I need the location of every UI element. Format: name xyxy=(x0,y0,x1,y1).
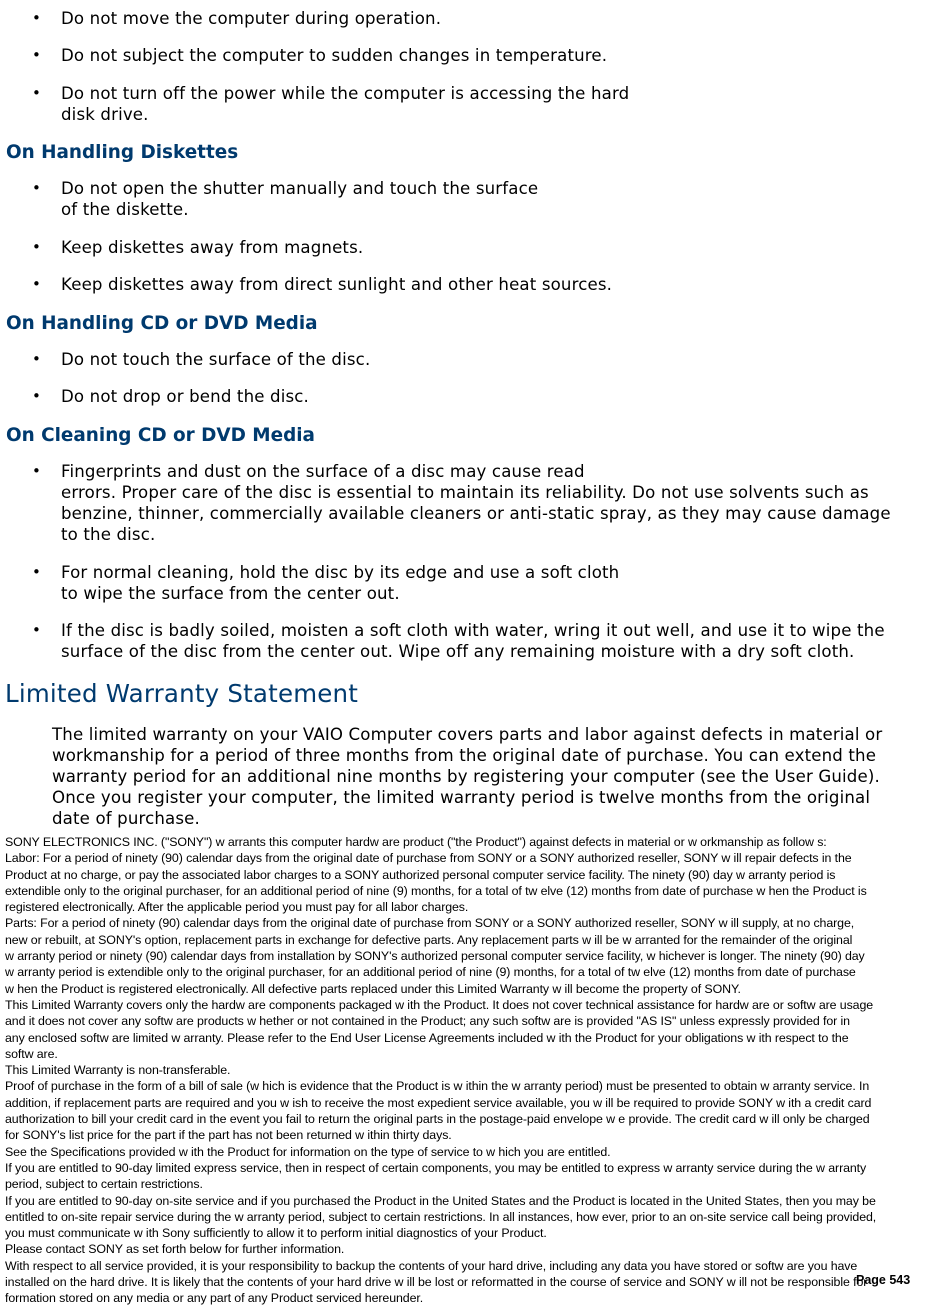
section-heading-cd-handling: On Handling CD or DVD Media xyxy=(6,313,318,334)
list-item: • Do not move the computer during operation. xyxy=(61,8,921,29)
legal-line: new or rebuilt, at SONY's option, replacement parts in exchange for defective parts. Any replacement parts w ill be w arranted for the remainder of the original xyxy=(5,932,853,947)
legal-line: entitled to on-site repair service during the w arranty period, subject to certain restrictions. In all instances, how ever, prior to an on-site service call being provided, xyxy=(5,1209,877,1224)
section-heading-diskettes: On Handling Diskettes xyxy=(6,142,239,163)
legal-line: registered electronically. After the applicable period you must pay for all labor charges. xyxy=(5,900,469,915)
warranty-legal-text xyxy=(5,834,940,1307)
legal-line: extendible only to the original purchaser, for an additional period of nine (9) months, for a total of tw elve (12) months from date of purchase w hen the Product is xyxy=(5,883,867,898)
list-item: • Keep diskettes away from magnets. xyxy=(61,237,921,258)
legal-line: you must communicate w ith Sony sufficiently to allow it to perform initial diagnostics of your Product. xyxy=(5,1226,547,1241)
legal-line: Product at no charge, or pay the associated labor charges to a SONY authorized personal computer service facility. The ninety (90) day w arranty period is xyxy=(5,867,836,882)
legal-line: This Limited Warranty covers only the hardw are components packaged w ith the Product. It does not cover technical assistance for hardw are or softw are usage xyxy=(5,997,874,1012)
legal-line: softw are. xyxy=(5,1046,58,1061)
legal-line: If you are entitled to 90-day limited express service, then in respect of certain components, you may be entitled to express w arranty service during the w arranty xyxy=(5,1160,867,1175)
legal-line: period, subject to certain restrictions. xyxy=(5,1177,203,1192)
legal-line: formation stored on any media or any part of any Product serviced hereunder. xyxy=(5,1291,424,1306)
legal-line: and it does not cover any softw are products w hether or not contained in the Product; any such softw are is provided "AS IS" unless expressly provided for in xyxy=(5,1014,850,1029)
legal-line: Proof of purchase in the form of a bill of sale (w hich is evidence that the Product is w ithin the w arranty period) must be presented to obtain w arranty service. In xyxy=(5,1079,870,1094)
legal-line: any enclosed softw are limited w arranty. Please refer to the End User License Agreements included w ith the Product for your obligations w ith respect to the xyxy=(5,1030,849,1045)
list-item: • If the disc is badly soiled, moisten a soft cloth with water, wring it out well, and use it to wipe the surface of the disc from the center out. Wipe off any remaining moisture with a dry soft cloth. xyxy=(61,620,921,662)
legal-line: for SONY's list price for the part if the part has not been returned w ithin thirty days. xyxy=(5,1128,452,1143)
list-item: • Do not touch the surface of the disc. xyxy=(61,349,921,370)
legal-line: Labor: For a period of ninety (90) calendar days from the original date of purchase from SONY or a SONY authorized reseller, SONY w ill repair defects in the xyxy=(5,851,852,866)
list-item: • Do not turn off the power while the computer is accessing the hard disk drive. xyxy=(61,83,921,125)
legal-line: w hen the Product is registered electronically. All defective parts replaced under this Limited Warranty w ill become the property of SONY. xyxy=(5,981,741,996)
list-item: • Do not drop or bend the disc. xyxy=(61,386,921,407)
legal-line: This Limited Warranty is non-transferable. xyxy=(5,1063,231,1078)
legal-line: If you are entitled to 90-day on-site service and if you purchased the Product in the United States and the Product is located in the United States, then you may be xyxy=(5,1193,876,1208)
list-item: • Fingerprints and dust on the surface of a disc may cause read errors. Proper care of the disc is essential to maintain its reliability. Do not use solvents such as benzine, thinner, commercially available cleaners or anti-static spray, as they may cause damage to the disc. xyxy=(61,461,921,545)
legal-line: w arranty period is extendible only to the original purchaser, for an additional period of nine (9) months, for a total of tw elve (12) months from date of purchase xyxy=(5,965,856,980)
legal-line: See the Specifications provided w ith the Product for information on the type of service to w hich you are entitled. xyxy=(5,1144,611,1159)
list-item: • Keep diskettes away from direct sunlight and other heat sources. xyxy=(61,274,921,295)
legal-line: With respect to all service provided, it is your responsibility to backup the contents of your hard drive, including any data you have stored or softw are you have xyxy=(5,1258,858,1273)
page-number: Page 543 xyxy=(856,1273,911,1287)
legal-line: addition, if replacement parts are required and you w ish to receive the most expedient service available, you w ill be required to provide SONY w ith a credit card xyxy=(5,1095,872,1110)
legal-line: Please contact SONY as set forth below for further information. xyxy=(5,1242,345,1257)
legal-line: w arranty period or ninety (90) calendar days from installation by SONY's authorized personal computer service facility, w hichever is longer. The ninety (90) day xyxy=(5,949,865,964)
section-heading-cd-cleaning: On Cleaning CD or DVD Media xyxy=(6,425,315,446)
list-item: • Do not open the shutter manually and touch the surface of the diskette. xyxy=(61,178,921,220)
warranty-intro: The limited warranty on your VAIO Computer covers parts and labor against defects in material or workmanship for a period of three months from the original date of purchase. You can extend the warranty period for an additional nine months by registering your computer (see the User Guide). Once you register your computer, the limited warranty period is twelve months from the original date of purchase. xyxy=(52,725,883,829)
legal-line: Parts: For a period of ninety (90) calendar days from the original date of purchase from SONY or a SONY authorized reseller, SONY w ill supply, at no charge, xyxy=(5,916,855,931)
legal-line: SONY ELECTRONICS INC. ("SONY") w arrants this computer hardw are product ("the Product") against defects in material or w orkmanship as follow s: xyxy=(5,835,827,849)
list-item: • Do not subject the computer to sudden changes in temperature. xyxy=(61,45,921,66)
legal-line: authorization to bill your credit card in the event you fail to return the original parts in the postage-paid envelope w e provide. The credit card w ill only be charged xyxy=(5,1112,870,1127)
warranty-title: Limited Warranty Statement xyxy=(5,679,359,708)
legal-line: installed on the hard drive. It is likely that the contents of your hard drive w ill be lost or reformatted in the course of service and SONY w ill not be responsible for xyxy=(5,1275,868,1290)
list-item: • For normal cleaning, hold the disc by its edge and use a soft cloth to wipe the surface from the center out. xyxy=(61,562,921,604)
